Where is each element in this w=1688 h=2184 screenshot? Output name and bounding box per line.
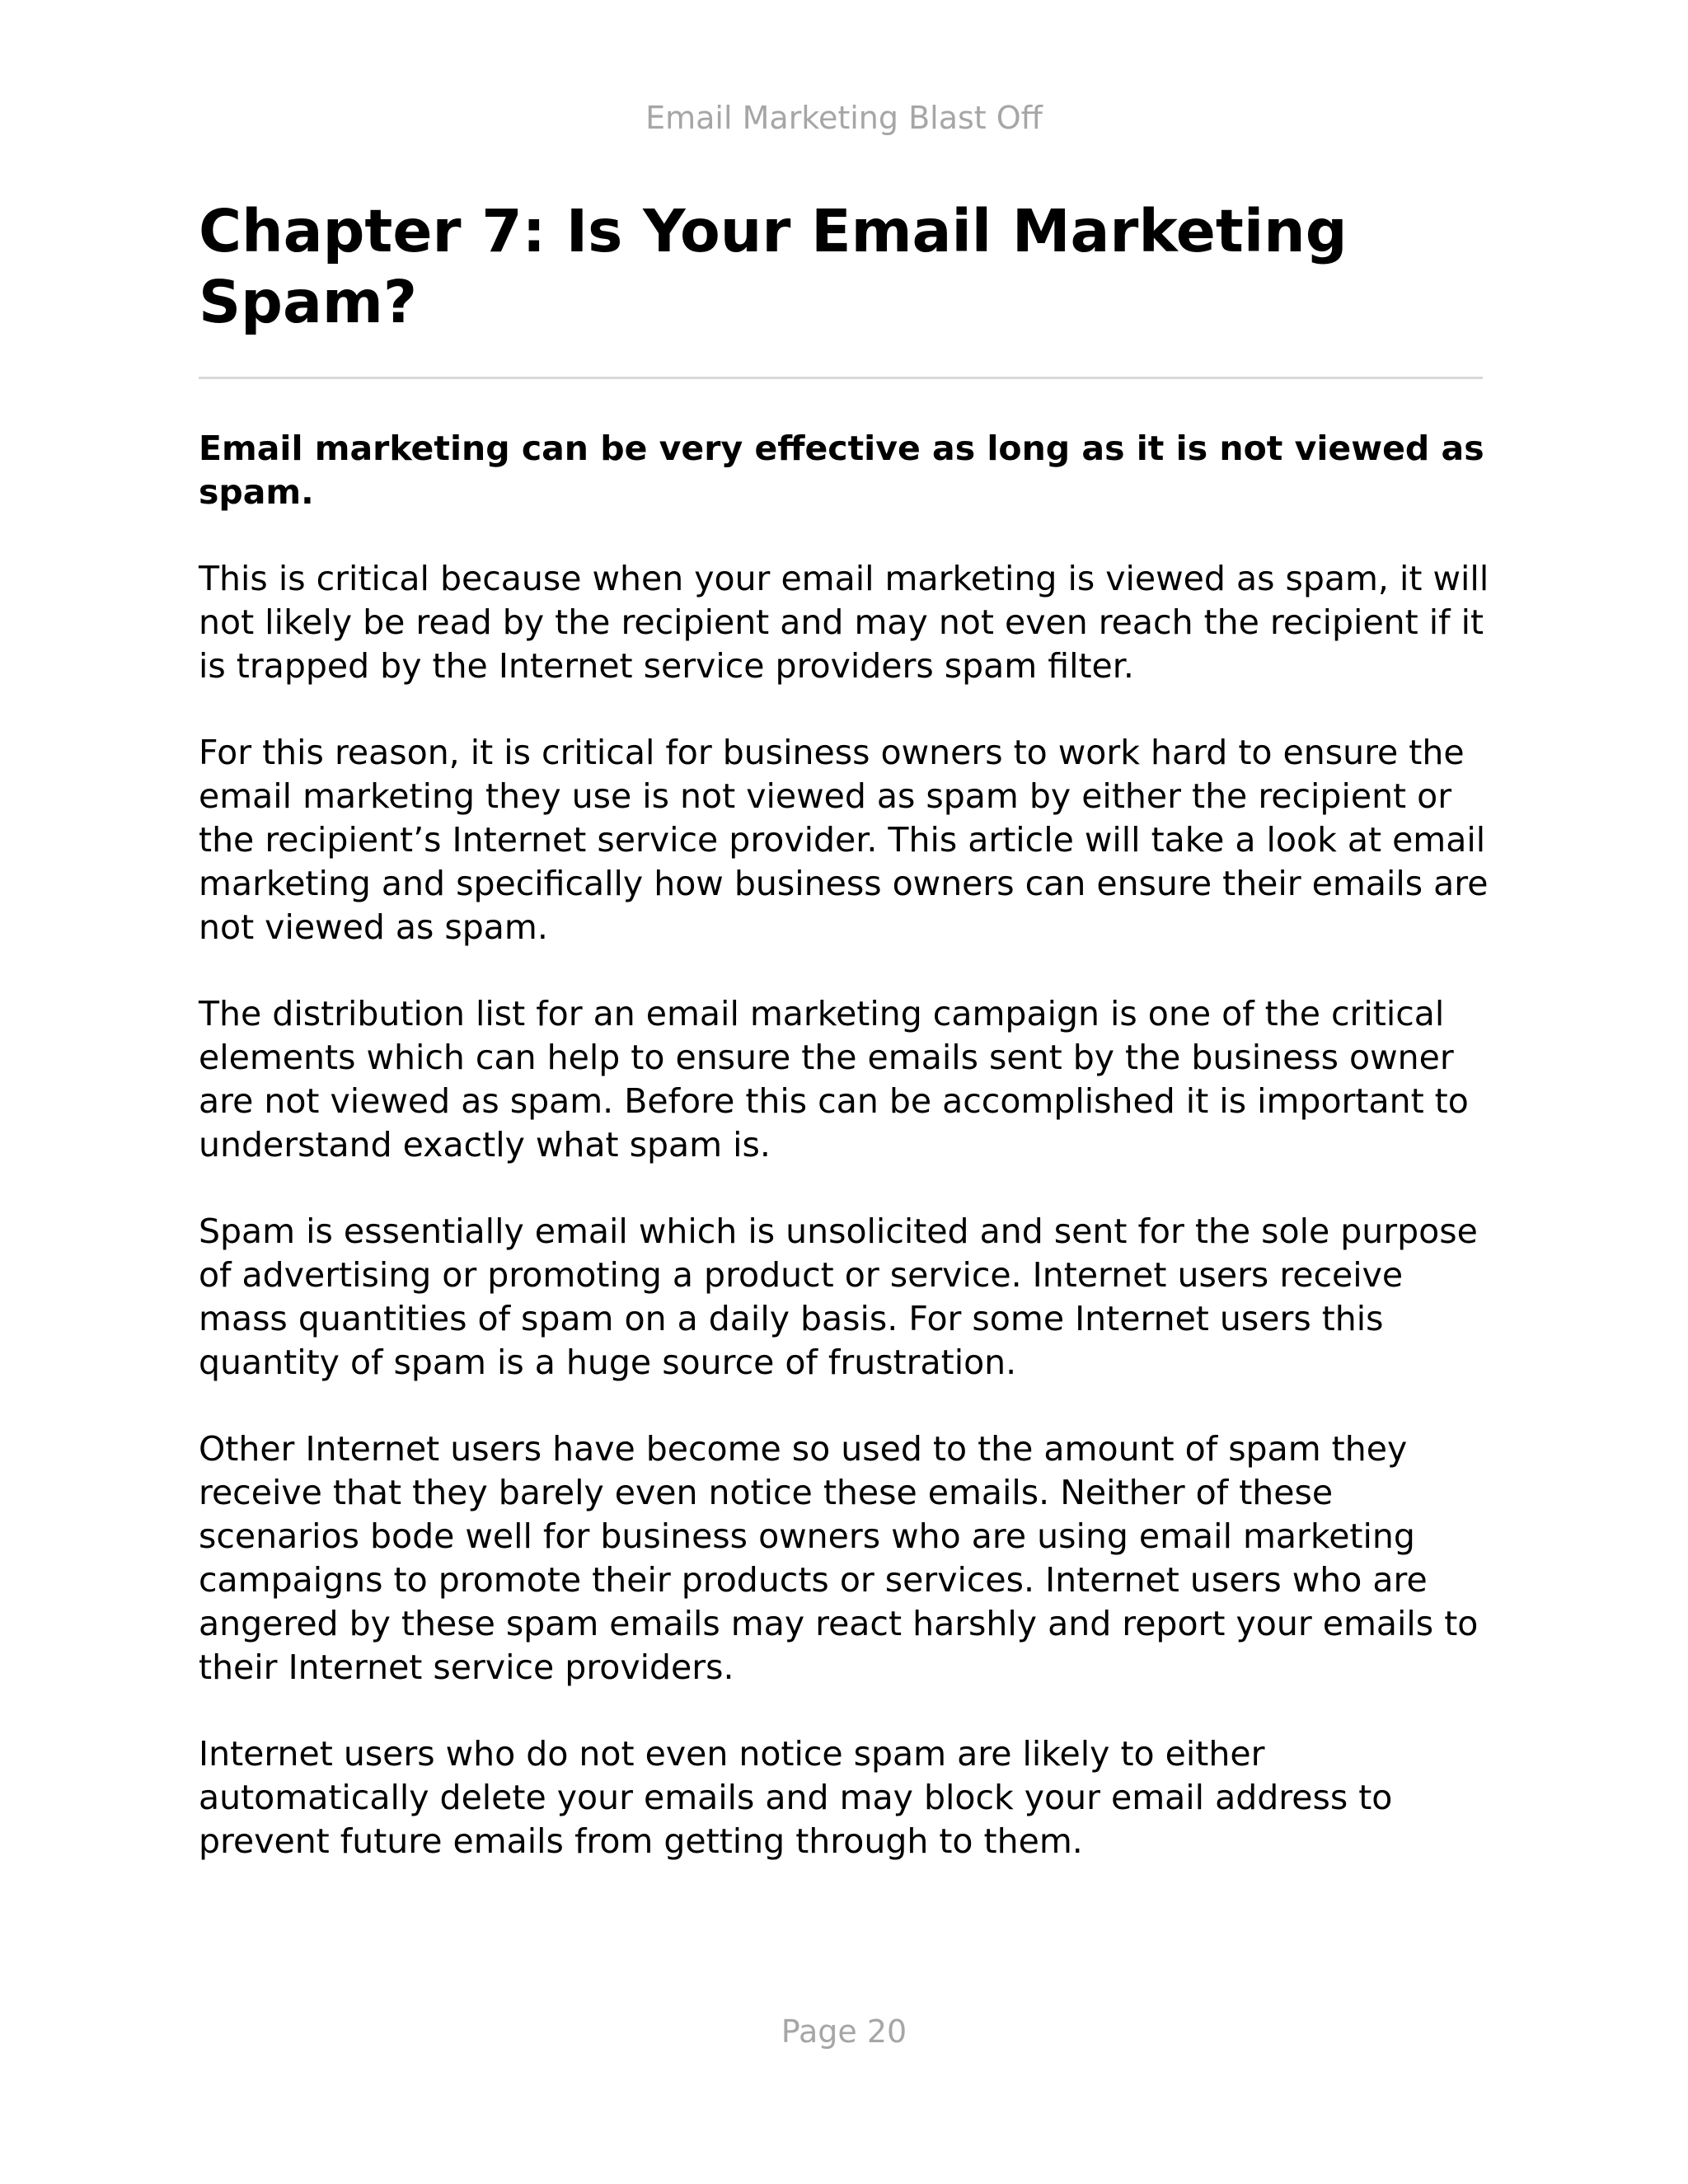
body-paragraph-3: The distribution list for an email marketing campaign is one of the critical elements which can help to ensure the emails sent by the business owner are not viewed as spam. Before this can be accomplished it is important to understand exactly what spam is. [199, 994, 1469, 1165]
running-header: Email Marketing Blast Off [645, 100, 1043, 136]
body-paragraph-2: For this reason, it is critical for business owners to work hard to ensure the email marketing they use is not viewed as spam by either the recipient or the recipient’s Internet service provider. This article will take a look at email marketing and specifically how business owners can ensure their emails are not viewed as spam. [199, 733, 1489, 947]
chapter-title: Chapter 7: Is Your Email Marketing Spam? [199, 197, 1348, 336]
body-paragraph-1: This is critical because when your email marketing is viewed as spam, it will not likely be read by the recipient and may not even reach the recipient if it is trapped by the Internet service providers spam filter. [199, 559, 1489, 686]
body-paragraph-4: Spam is essentially email which is unsolicited and sent for the sole purpose of advertising or promoting a product or service. Internet users receive mass quantities of spam on a daily basis. For some Internet users this quantity of spam is a huge source of frustration. [199, 1212, 1478, 1382]
body-paragraph-5: Other Internet users have become so used to the amount of spam they receive that they barely even notice these emails. Neither of these scenarios bode well for business owners who are using email marketing campaigns to promote their products or services. Internet users who are angered by these spam emails may react harshly and report your emails to their Internet service providers. [199, 1429, 1479, 1687]
page-number: Page 20 [781, 2013, 907, 2050]
title-divider [199, 377, 1483, 379]
lead-paragraph: Email marketing can be very effective as long as it is not viewed as spam. [199, 429, 1484, 512]
page-content [199, 196, 1493, 1863]
body-paragraph-6: Internet users who do not even notice spam are likely to either automatically delete your emails and may block your email address to prevent future emails from getting through to them. [199, 1734, 1393, 1861]
